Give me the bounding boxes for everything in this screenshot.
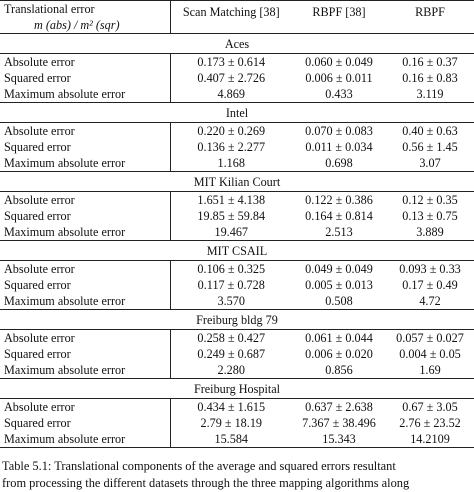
cell-value: 0.136 ± 2.277 <box>170 139 292 155</box>
cell-value: 0.117 ± 0.728 <box>170 277 292 293</box>
cell-value: 14.2109 <box>386 431 474 448</box>
table-row <box>0 346 474 362</box>
table-row <box>0 155 474 172</box>
row-label: Maximum absolute error <box>4 363 126 377</box>
cell-value: 0.637 ± 2.638 <box>305 400 373 414</box>
section-title: MIT Kilian Court <box>0 172 474 192</box>
table-row <box>0 261 474 278</box>
caption-line-1: Table 5.1: Translational components of the average and squared errors resultant <box>2 459 396 473</box>
cell-value: 2.79 ± 18.19 <box>170 415 292 431</box>
cell-value: 0.057 ± 0.027 <box>396 331 464 345</box>
section-header-row <box>0 379 474 399</box>
cell-value: 2.280 <box>170 362 292 379</box>
cell-value: 0.093 ± 0.33 <box>399 262 461 276</box>
row-label: Squared error <box>4 278 71 292</box>
cell-value: 0.249 ± 0.687 <box>170 346 292 362</box>
caption-line-2: from processing the different datasets through the three mapping algorithms along <box>2 476 410 490</box>
section-header-row <box>0 310 474 330</box>
cell-value: 0.011 ± 0.034 <box>305 140 373 154</box>
cell-value: 2.76 ± 23.52 <box>399 416 461 430</box>
cell-value: 0.12 ± 0.35 <box>402 193 458 207</box>
row-label: Absolute error <box>4 55 75 69</box>
row-label: Maximum absolute error <box>4 225 126 239</box>
section-title: Aces <box>0 34 474 54</box>
cell-value: 0.17 ± 0.49 <box>402 278 458 292</box>
section-title: Freiburg Hospital <box>0 379 474 399</box>
row-label: Squared error <box>4 71 71 85</box>
cell-value: 0.67 ± 3.05 <box>402 400 458 414</box>
cell-value: 0.56 ± 1.45 <box>402 140 458 154</box>
row-label: Maximum absolute error <box>4 87 126 101</box>
cell-value: 0.856 <box>325 363 353 377</box>
table-row <box>0 224 474 241</box>
table-row <box>0 399 474 416</box>
table-row <box>0 54 474 71</box>
cell-value: 3.07 <box>419 156 441 170</box>
table-row <box>0 70 474 86</box>
cell-value: 1.69 <box>419 363 441 377</box>
cell-value: 0.070 ± 0.083 <box>305 124 373 138</box>
row-label: Absolute error <box>4 262 75 276</box>
cell-value: 0.164 ± 0.814 <box>305 209 373 223</box>
cell-value: 0.13 ± 0.75 <box>402 209 458 223</box>
header-rbpf: RBPF <box>386 1 474 34</box>
cell-value: 0.006 ± 0.011 <box>305 71 373 85</box>
cell-value: 0.698 <box>325 156 353 170</box>
table-header-row <box>0 1 474 34</box>
cell-value: 0.16 ± 0.83 <box>402 71 458 85</box>
cell-value: 0.006 ± 0.020 <box>305 347 373 361</box>
section-title: MIT CSAIL <box>0 241 474 261</box>
cell-value: 0.220 ± 0.269 <box>170 123 292 140</box>
cell-value: 1.651 ± 4.138 <box>170 192 292 209</box>
cell-value: 15.343 <box>292 431 386 448</box>
header-translational-error <box>0 1 170 34</box>
cell-value: 0.434 ± 1.615 <box>170 399 292 416</box>
table-row <box>0 330 474 347</box>
cell-value: 0.508 <box>325 294 353 308</box>
cell-value: 19.85 ± 59.84 <box>170 208 292 224</box>
section-header-row <box>0 241 474 261</box>
row-label: Absolute error <box>4 193 75 207</box>
cell-value: 3.119 <box>416 87 444 101</box>
cell-value: 1.168 <box>170 155 292 172</box>
cell-value: 0.106 ± 0.325 <box>170 261 292 278</box>
cell-value: 0.16 ± 0.37 <box>402 55 458 69</box>
cell-value: 0.40 ± 0.63 <box>402 124 458 138</box>
row-label: Absolute error <box>4 400 75 414</box>
row-label: Squared error <box>4 140 71 154</box>
row-label: Squared error <box>4 209 71 223</box>
table-row <box>0 431 474 448</box>
cell-value: 3.889 <box>416 225 444 239</box>
cell-value: 0.060 ± 0.049 <box>305 55 373 69</box>
section-header-row <box>0 103 474 123</box>
section-header-row <box>0 172 474 192</box>
cell-value: 0.061 ± 0.044 <box>305 331 373 345</box>
header-scan-matching: Scan Matching [38] <box>170 1 292 34</box>
row-label: Maximum absolute error <box>4 294 126 308</box>
cell-value: 0.433 <box>325 87 353 101</box>
cell-value: 4.869 <box>170 86 292 103</box>
cell-value: 0.258 ± 0.427 <box>170 330 292 347</box>
cell-value: 0.122 ± 0.386 <box>305 193 373 207</box>
cell-value: 0.173 ± 0.614 <box>170 54 292 71</box>
table-row <box>0 86 474 103</box>
table-row <box>0 123 474 140</box>
table-row <box>0 415 474 431</box>
row-label: Maximum absolute error <box>0 431 170 448</box>
cell-value: 19.467 <box>170 224 292 241</box>
cell-value: 0.004 ± 0.05 <box>399 347 461 361</box>
cell-value: 15.584 <box>170 431 292 448</box>
row-label: Absolute error <box>4 331 75 345</box>
table-body <box>0 34 474 448</box>
cell-value: 7.367 ± 38.496 <box>302 416 376 430</box>
cell-value: 4.72 <box>419 294 441 308</box>
row-label: Squared error <box>4 416 71 430</box>
row-label: Squared error <box>4 347 71 361</box>
header-rbpf-38: RBPF [38] <box>292 1 386 34</box>
header-line-1: Translational error <box>4 2 95 16</box>
table-caption <box>2 458 472 492</box>
table-row <box>0 139 474 155</box>
row-label: Maximum absolute error <box>4 156 126 170</box>
table-row <box>0 293 474 310</box>
table-row <box>0 362 474 379</box>
section-header-row <box>0 34 474 54</box>
cell-value: 3.570 <box>170 293 292 310</box>
cell-value: 0.049 ± 0.049 <box>305 262 373 276</box>
cell-value: 0.407 ± 2.726 <box>170 70 292 86</box>
header-line-2: m (abs) / m² (sqr) <box>34 18 120 32</box>
cell-value: 2.513 <box>325 225 353 239</box>
row-label: Absolute error <box>4 124 75 138</box>
table-row <box>0 277 474 293</box>
section-title: Intel <box>0 103 474 123</box>
table-row <box>0 208 474 224</box>
table-row <box>0 192 474 209</box>
section-title: Freiburg bldg 79 <box>0 310 474 330</box>
cell-value: 0.005 ± 0.013 <box>305 278 373 292</box>
